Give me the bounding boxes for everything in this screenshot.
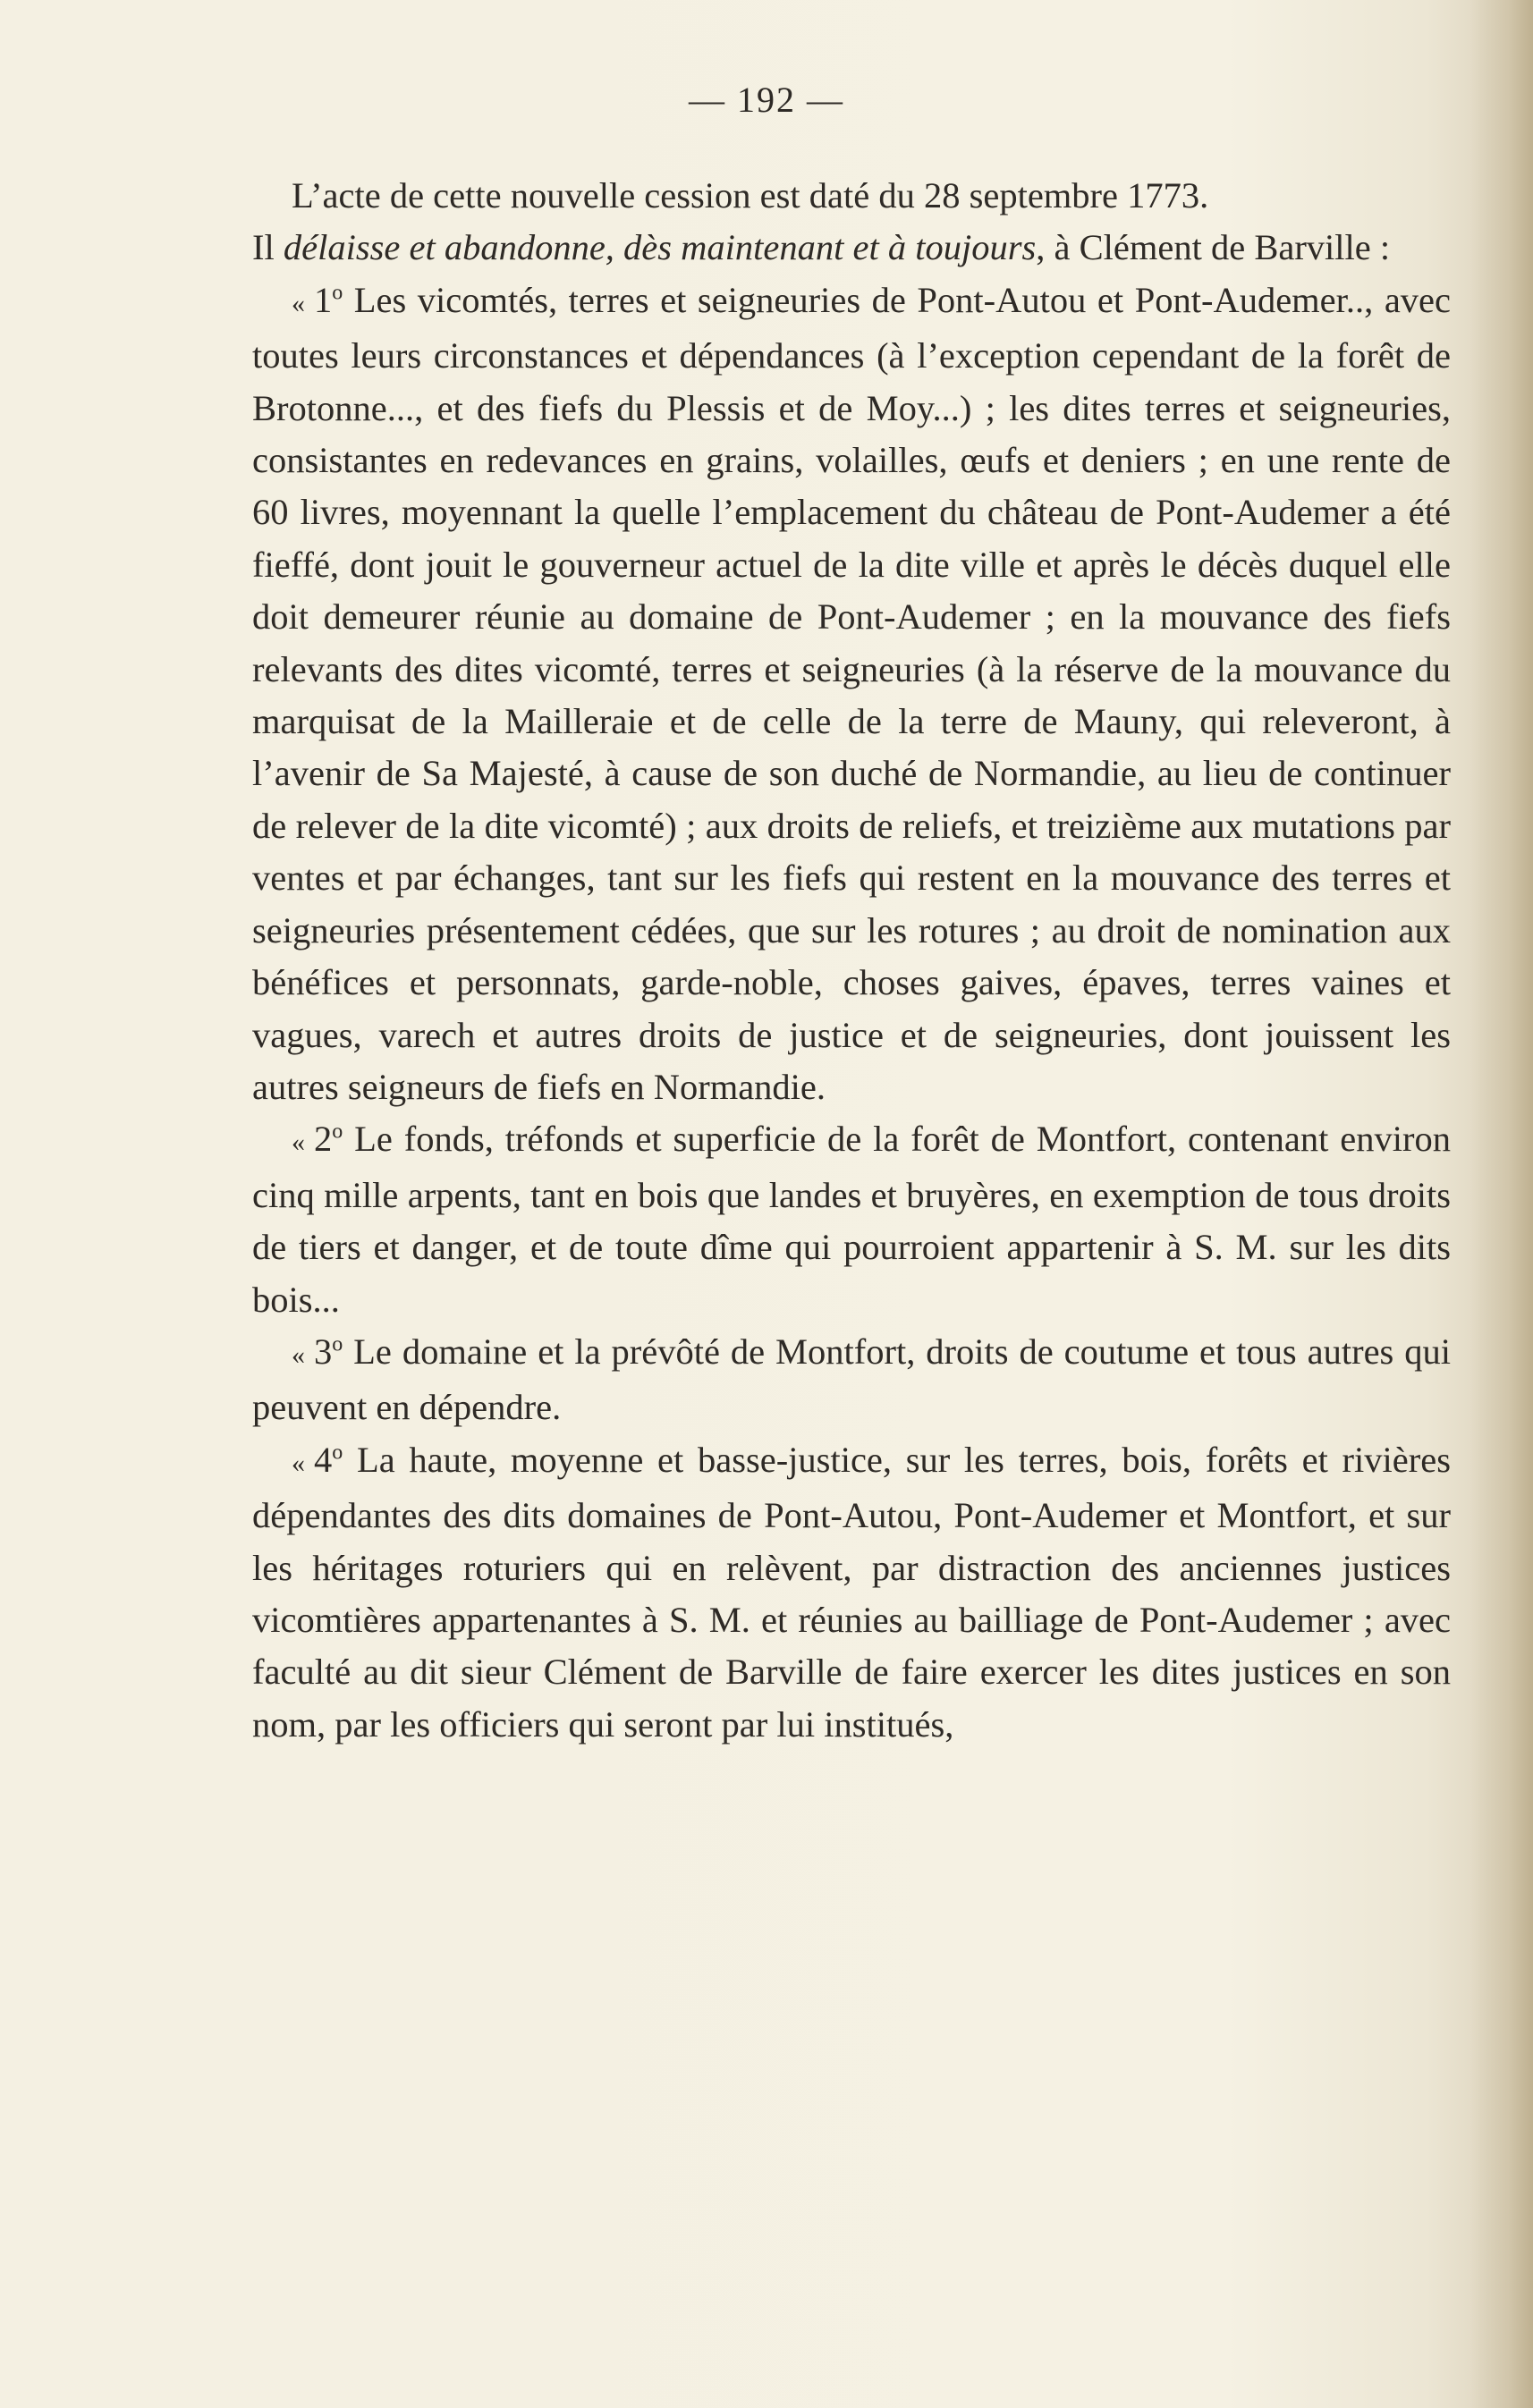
article-1 <box>252 275 1451 1114</box>
article-1-guillemet: « <box>292 288 305 318</box>
paragraph-cession-lead: Il <box>252 227 284 268</box>
article-4-ordinal: o <box>332 1441 343 1465</box>
article-3-ordinal: o <box>332 1332 343 1356</box>
article-3-guillemet: « <box>292 1339 305 1370</box>
paragraph-date <box>252 170 1451 222</box>
article-3-number: 3 <box>314 1331 333 1372</box>
article-2-number: 2 <box>314 1119 333 1160</box>
page-number: — 192 — <box>689 80 844 120</box>
article-4-text: La haute, moyenne et basse-justice, sur les terres, bois, forêts et rivières dépendantes des dits domaines de Pont-Autou, Pont-Audemer et Montfort, et sur les héritages roturiers qui en relèvent, par distraction des anciennes justices vicomtières appartenantes à S. M. et réunies au bailliage de Pont-Audemer ; avec faculté au dit sieur Clément de Barville de faire exercer les dites justices en son nom, par les officiers qui seront par lui institués, <box>252 1439 1451 1745</box>
page-gutter-shadow <box>1470 0 1533 2408</box>
article-3-text: Le domaine et la prévôté de Montfort, droits de coutume et tous autres qui peuvent en dépendre. <box>252 1331 1451 1428</box>
paragraph-cession-tail: , à Clément de Barville : <box>1036 227 1391 268</box>
body-text <box>252 170 1451 1751</box>
article-3 <box>252 1326 1451 1434</box>
article-4-guillemet: « <box>292 1448 305 1478</box>
article-1-ordinal: o <box>332 281 343 305</box>
article-2-text: Le fonds, tréfonds et superficie de la forêt de Montfort, contenant environ cinq mille arpents, tant en bois que landes et bruyères, en exemption de tous droits de tiers et danger, et de toute dîme qui pourroient appartenir à S. M. sur les dits bois... <box>252 1119 1451 1320</box>
article-1-text: Les vicomtés, terres et seigneuries de Pont-Autou et Pont-Audemer.., avec toutes leurs circonstances et dépendances (à l’exception cependant de la forêt de Brotonne..., et des fiefs du Plessis et de Moy...) ; les dites terres et seigneuries, consistantes en redevances en grains, volailles, œufs et deniers ; en une rente de 60 livres, moyennant la quelle l’emplacement du château de Pont-Audemer a été fieffé, dont jouit le gouverneur actuel de la dite ville et après le décès duquel elle doit demeurer réunie au domaine de Pont-Audemer ; en la mouvance des fiefs relevants des dites vicomté, terres et seigneuries (à la réserve de la mouvance du marquisat de la Mailleraie et de celle de la terre de Mauny, qui releveront, à l’avenir de Sa Majesté, à cause de son duché de Normandie, au lieu de continuer de relever de la dite vicomté) ; aux droits de reliefs, et treizième aux mutations par ventes et par échanges, tant sur les fiefs qui restent en la mouvance des terres et seigneuries présentement cédées, que sur les rotures ; au droit de nomination aux bénéfices et personnats, garde-noble, choses gaives, épaves, terres vaines et vagues, varech et autres droits de justice et de seigneuries, dont jouissent les autres seigneurs de fiefs en Normandie. <box>252 279 1451 1107</box>
article-1-number: 1 <box>314 279 333 320</box>
paragraph-date-text: L’acte de cette nouvelle cession est daté du 28 septembre 1773. <box>292 175 1209 215</box>
paragraph-cession-italic: délaisse et abandonne, dès maintenant et à toujours <box>283 227 1037 268</box>
article-2-ordinal: o <box>332 1120 343 1144</box>
paragraph-cession <box>252 222 1451 274</box>
article-2-guillemet: « <box>292 1128 305 1158</box>
article-4-number: 4 <box>314 1439 333 1480</box>
article-4 <box>252 1434 1451 1751</box>
article-2 <box>252 1113 1451 1326</box>
